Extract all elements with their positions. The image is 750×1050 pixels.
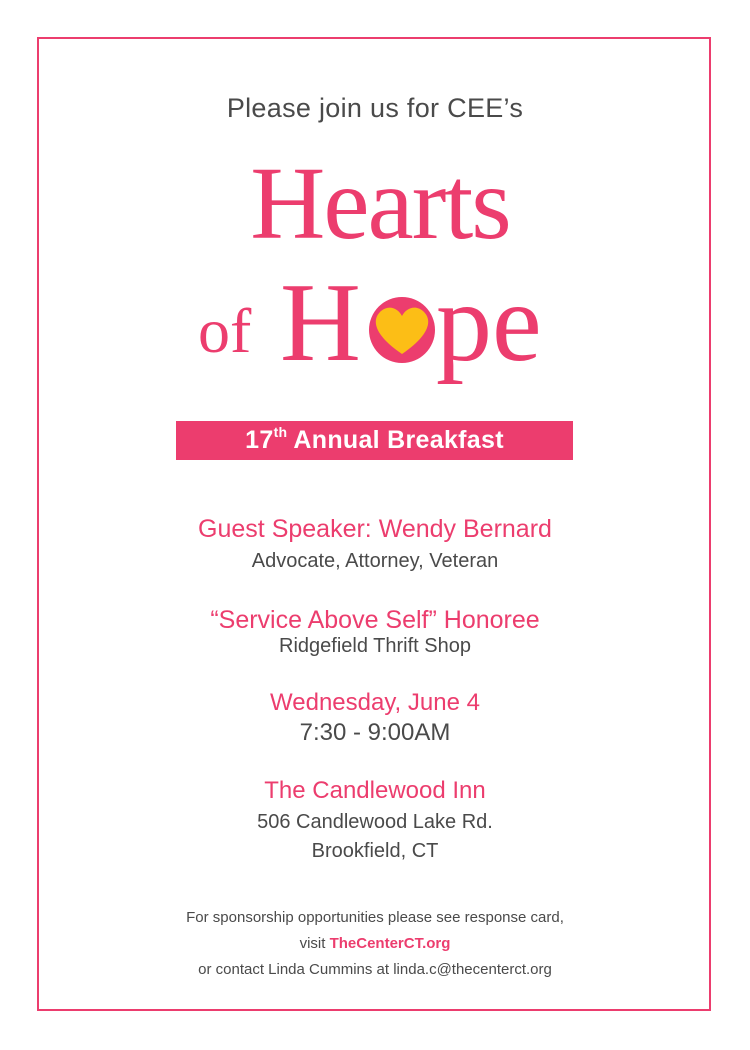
logo-hearts: Hearts — [250, 150, 510, 261]
logo-of: of — [198, 295, 252, 366]
intro-text: Please join us for CEE’s — [226, 93, 524, 123]
venue-address-line2: Brookfield, CT — [311, 840, 439, 862]
footer-line1: For sponsorship opportunities please see response card, — [186, 909, 564, 926]
honoree-heading: “Service Above Self” Honoree — [210, 606, 540, 634]
venue-heading: The Candlewood Inn — [264, 777, 486, 804]
footer-line2 — [0, 931, 750, 957]
logo-pe: pe — [436, 261, 542, 385]
hearts-of-hope-logo — [190, 150, 570, 410]
hope-o-heart — [369, 297, 435, 363]
banner-ordinal: 17 — [245, 426, 274, 454]
logo-h: H — [280, 261, 361, 385]
honoree-subtitle: Ridgefield Thrift Shop — [279, 635, 471, 657]
website-link[interactable]: TheCenterCT.org — [329, 935, 451, 952]
footer-visit: visit — [299, 935, 330, 952]
date-heading: Wednesday, June 4 — [270, 689, 480, 716]
venue-address-line1: 506 Candlewood Lake Rd. — [257, 811, 493, 833]
footer — [0, 905, 750, 983]
banner-text: Annual Breakfast — [293, 426, 504, 454]
footer-line3: or contact Linda Cummins at linda.c@thecenterct.org — [198, 961, 552, 978]
speaker-heading: Guest Speaker: Wendy Bernard — [198, 515, 552, 543]
speaker-subtitle: Advocate, Attorney, Veteran — [251, 550, 499, 572]
event-banner — [176, 421, 573, 460]
banner-ordinal-suffix: th — [273, 423, 288, 440]
event-time: 7:30 - 9:00AM — [299, 719, 451, 746]
